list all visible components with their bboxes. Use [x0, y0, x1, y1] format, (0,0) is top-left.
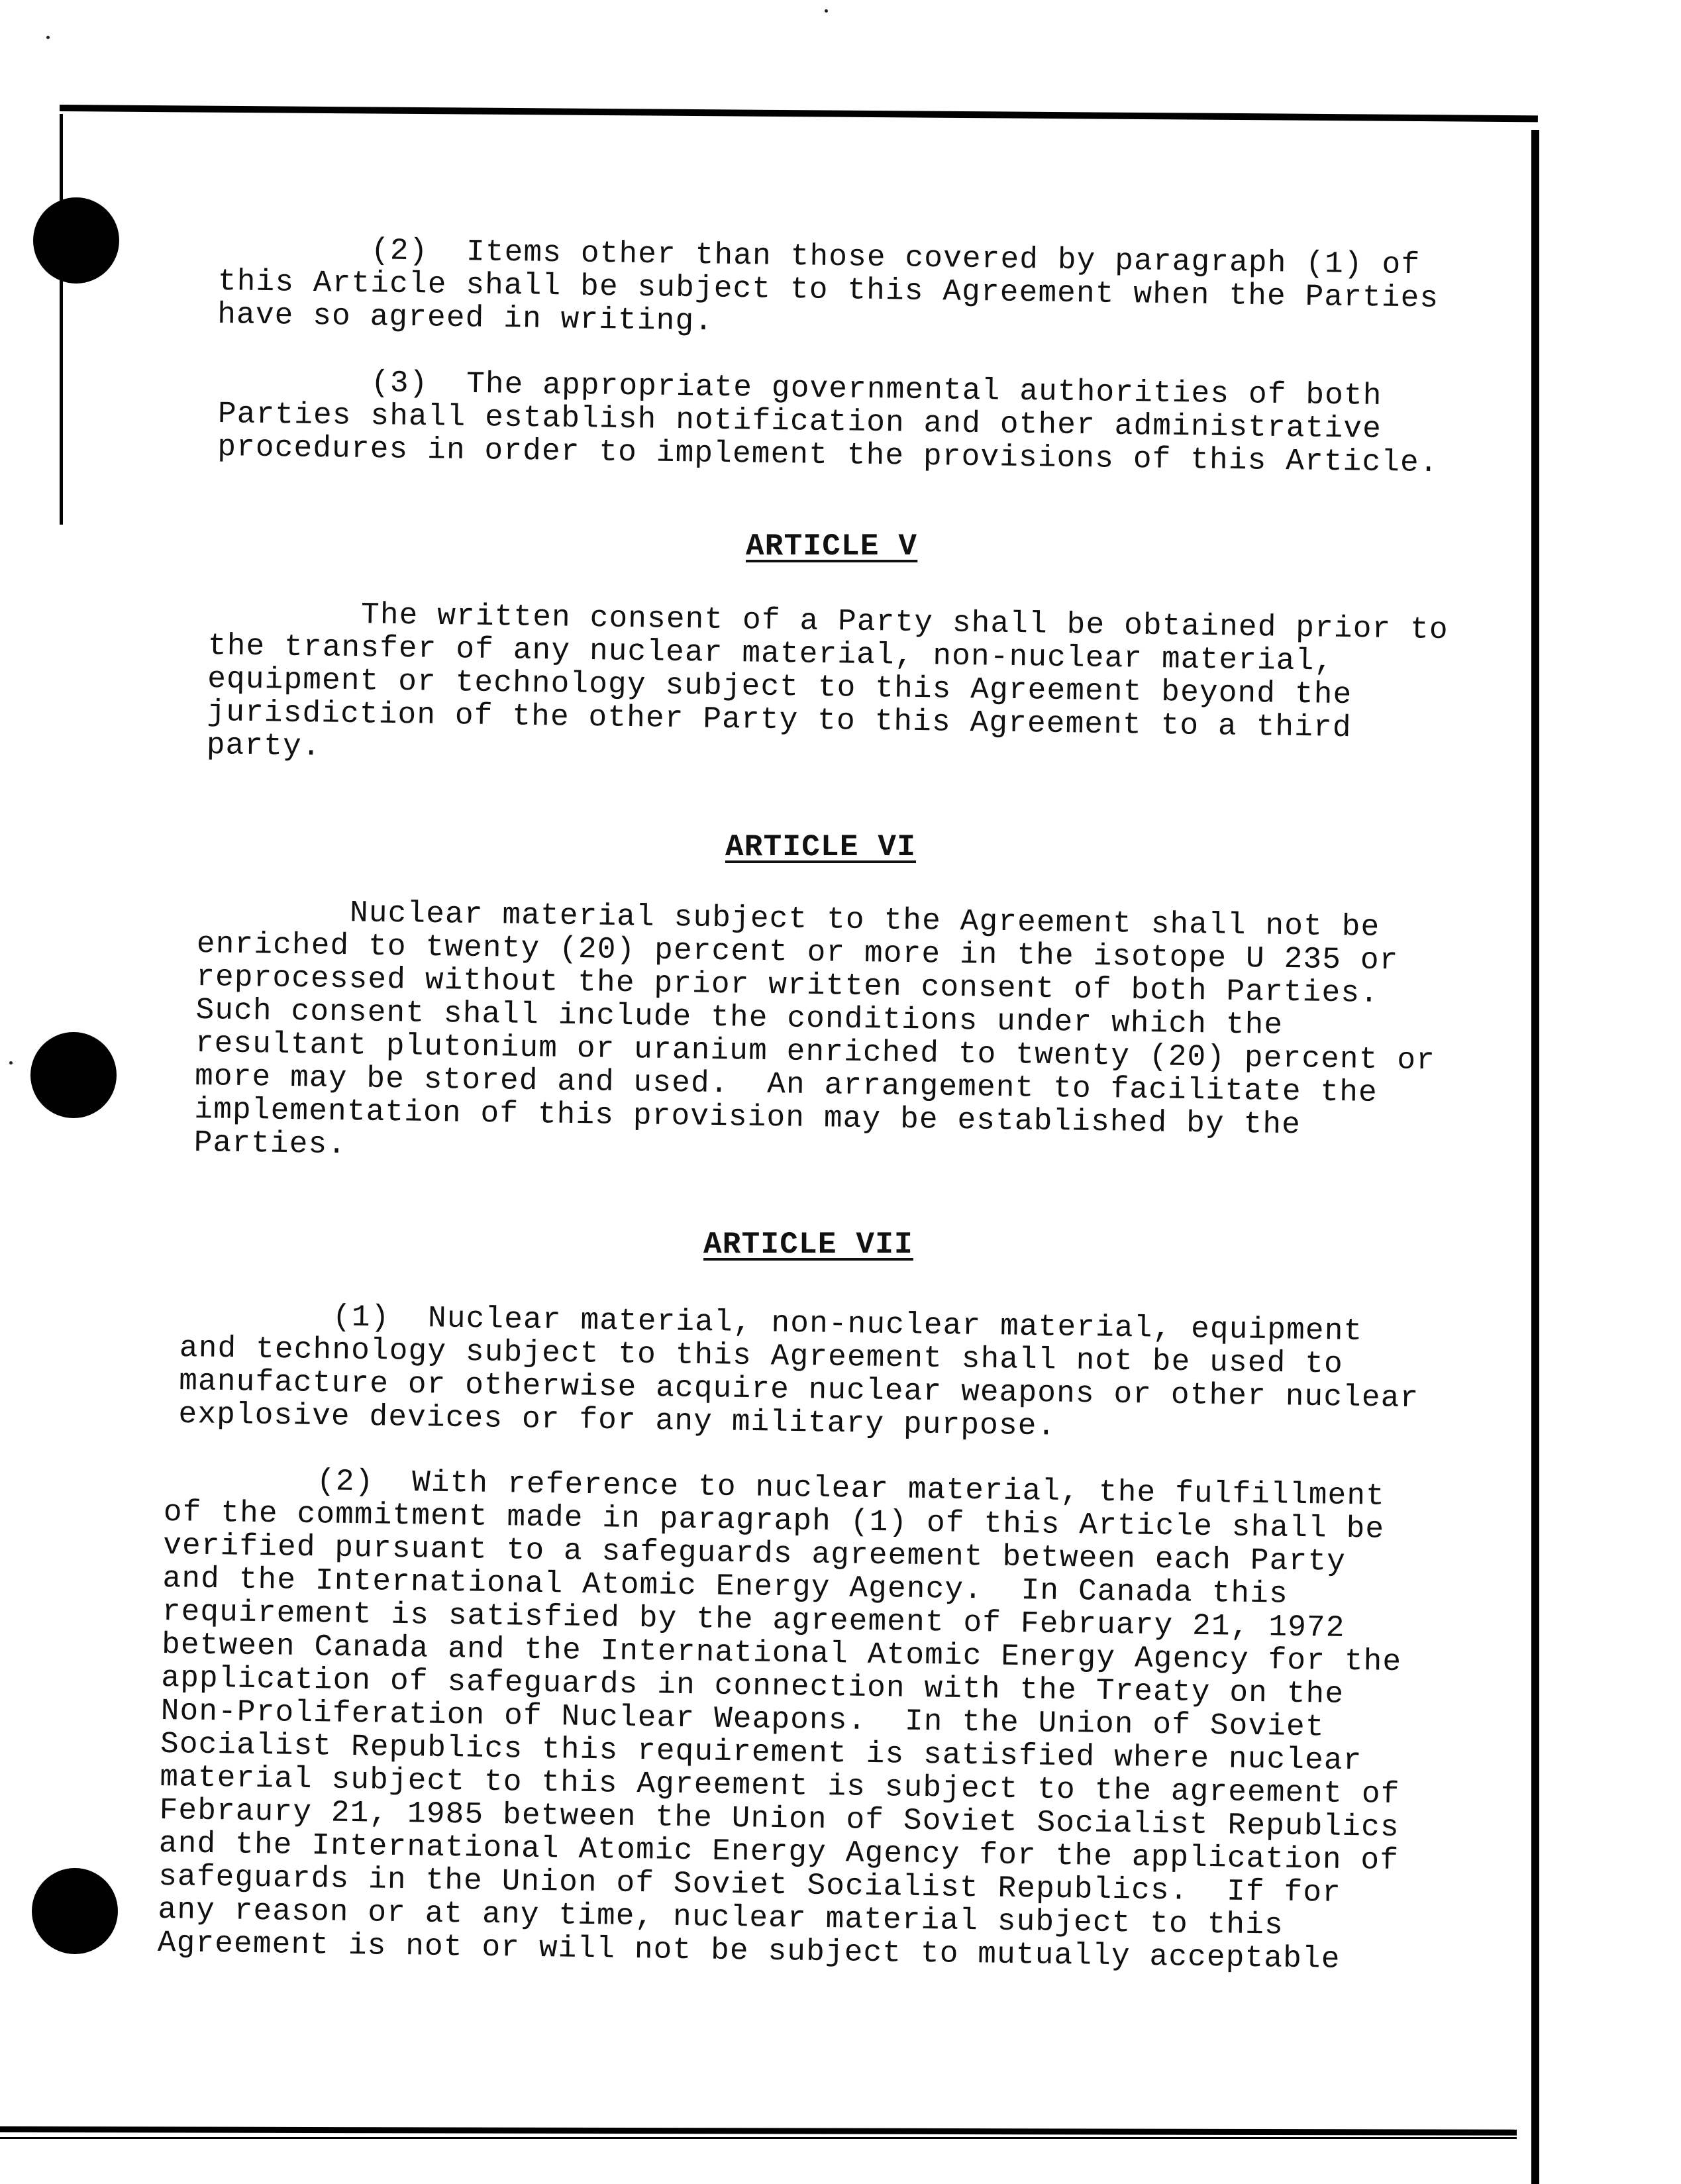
punch-hole-middle: [30, 1032, 117, 1118]
frame-right-border: [1531, 130, 1539, 2184]
article-7-heading: ARTICLE VII: [703, 1227, 913, 1262]
punch-hole-top: [33, 197, 119, 284]
frame-top-border: [60, 105, 1538, 122]
scan-speck: [46, 36, 50, 39]
article-5-text: The written consent of a Party shall be obtained prior to the transfer of any nuclear material, non-nuclear material, equipment or technology subject to this Agreement beyond the jurisdiction of the other Party to this Agreement to a third party.: [206, 596, 1449, 764]
scan-speck: [9, 1061, 13, 1065]
scan-speck: [825, 9, 828, 13]
article-4-paragraph-2: (2) Items other than those covered by paragraph (1) of this Article shall be subject to this Agreement when the Parties have so agreed in writing.: [217, 231, 1439, 339]
frame-left-border: [60, 114, 63, 525]
article-6-heading: ARTICLE VI: [725, 830, 917, 864]
article-6-text: Nuclear material subject to the Agreement shall not be enriched to twenty (20) percent or more in the isotope U 235 or reprocessed without the prior written consent of both Parties. Such consent shall include the conditions under which the resultant plutonium or uranium enriched to twenty (20) percent or more may be stored and used. An arrangement to facilitate the implementation of this provision may be established by the Parties.: [193, 894, 1436, 1163]
article-5-heading: ARTICLE V: [746, 529, 918, 564]
frame-bottom-border: [0, 2126, 1517, 2136]
article-7-paragraph-1: (1) Nuclear material, non-nuclear material, equipment and technology subject to this Agreement shall not be used to manufacture or otherwise acquire nuclear weapons or other nuclear explosive devices or for any military purpose.: [178, 1298, 1419, 1444]
article-7-paragraph-2: (2) With reference to nuclear material, the fulfillment of the commitment made in paragraph (1) of this Article shall be verified pursuant to a safeguards agreement between each Party and the International Atomic Energy Agency. In Canada this requirement is satisfied by the agreement of February 21, 1972 between Canada and the International Atomic Energy Agency for the application of safeguards in connection with the Treaty on the Non-Proliferation of Nuclear Weapons. In the Union of Soviet Socialist Republics this requirement is satisfied where nuclear material subject to this Agreement is subject to the agreement of Febraury 21, 1985 between the Union of Soviet Socialist Republics and the International Atomic Energy Agency for the application of safeguards in the Union of Soviet Socialist Republics. If for any reason or at any time, nuclear material subject to this Agreement is not or will not be subject to mutually acceptable: [157, 1462, 1402, 1977]
punch-hole-bottom: [32, 1868, 118, 1954]
frame-bottom-rule: [0, 2137, 1517, 2139]
article-4-paragraph-3: (3) The appropriate governmental authorities of both Parties shall establish notification and other administrative procedures in order to implement the provisions of this Article.: [217, 364, 1439, 481]
